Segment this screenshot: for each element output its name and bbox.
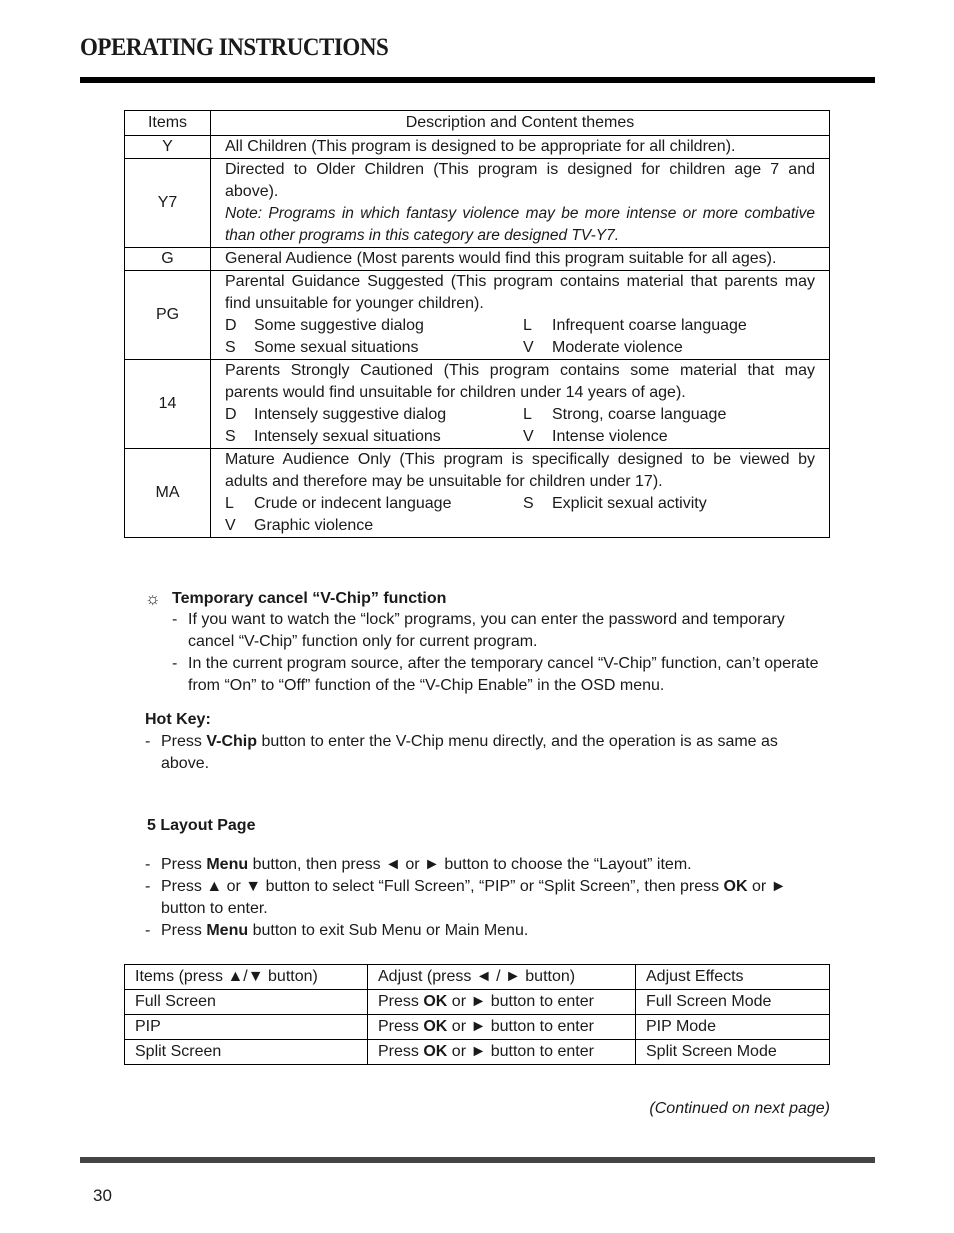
theme-code: L <box>523 317 532 334</box>
page-title: OPERATING INSTRUCTIONS <box>80 34 389 61</box>
content-theme <box>523 404 815 426</box>
text-fragment: button, then press ◄ or ► button to choose the “Layout” item. <box>248 856 692 873</box>
theme-label: Infrequent coarse language <box>552 317 747 334</box>
rating-description <box>211 271 830 360</box>
table-row <box>125 136 830 159</box>
theme-code: S <box>225 339 236 356</box>
theme-code: D <box>225 317 237 334</box>
layout-title: 5 Layout Page <box>147 817 256 834</box>
page-number: 30 <box>93 1186 112 1205</box>
text-fragment: or ► button to enter <box>447 993 594 1010</box>
rating-text: General Audience (Most parents would find this program suitable for all ages). <box>225 250 777 267</box>
content-themes <box>225 493 815 537</box>
column-header-description: Description and Content themes <box>211 111 830 136</box>
content-themes <box>225 315 815 359</box>
list-item-text <box>161 854 692 876</box>
content-theme <box>225 337 523 359</box>
column-header-adjust: Adjust (press ◄ / ► button) <box>368 965 636 990</box>
table-row <box>125 159 830 248</box>
layout-adjust <box>368 990 636 1015</box>
list-item: - In the current program source, after the temporary cancel “V-Chip” function, can’t operate from “On” to “Off” function of the “V-Chip Enable” in the OSD menu. <box>172 653 835 697</box>
theme-label: Intensely sexual situations <box>254 428 441 445</box>
rating-code: Y7 <box>125 159 211 248</box>
rating-code: G <box>125 248 211 271</box>
text-fragment: Press <box>161 856 207 873</box>
text-fragment: Press ▲ or ▼ button to select “Full Screen”, “PIP” or “Split Screen”, then press <box>161 878 724 895</box>
content-theme <box>225 493 523 515</box>
theme-code: L <box>523 406 532 423</box>
content-theme <box>225 404 523 426</box>
text-fragment: Press <box>378 1043 424 1060</box>
content-theme <box>225 515 523 537</box>
table-row <box>125 1040 830 1065</box>
list-item-text <box>161 876 835 920</box>
theme-label: Some sexual situations <box>254 339 419 356</box>
rating-text: Parental Guidance Suggested (This program contains material that parents may find unsuitable for younger children). <box>225 273 815 312</box>
list-item: - Press Menu button to exit Sub Menu or Main Menu. <box>145 920 835 942</box>
layout-effect: Full Screen Mode <box>636 990 830 1015</box>
layout-steps <box>145 854 835 942</box>
rating-description <box>211 360 830 449</box>
rating-text: Mature Audience Only (This program is specifically designed to be viewed by adults and therefore may be unsuitable for children under 17). <box>225 451 815 490</box>
text-fragment: Press <box>378 993 424 1010</box>
table-row <box>125 1015 830 1040</box>
list-item-text <box>161 920 528 942</box>
content-theme <box>523 337 815 359</box>
key-name: Menu <box>206 856 249 873</box>
rating-code: MA <box>125 449 211 538</box>
continued-note: (Continued on next page) <box>649 1100 830 1117</box>
layout-effect: Split Screen Mode <box>636 1040 830 1065</box>
theme-code: L <box>225 495 234 512</box>
rating-code: Y <box>125 136 211 159</box>
vchip-section <box>145 589 835 697</box>
content-theme <box>523 426 815 448</box>
theme-label: Crude or indecent language <box>254 495 452 512</box>
layout-adjust <box>368 1015 636 1040</box>
list-item-text <box>161 731 825 775</box>
key-name: V-Chip <box>206 733 258 750</box>
theme-label: Graphic violence <box>254 517 374 534</box>
text-fragment: or ► button to enter. <box>161 878 787 917</box>
footer-rule <box>80 1157 875 1163</box>
text-fragment: button to exit Sub Menu or Main Menu. <box>248 922 529 939</box>
rating-description <box>211 159 830 248</box>
column-header-effects: Adjust Effects <box>636 965 830 990</box>
hotkey-title: Hot Key: <box>145 711 211 728</box>
theme-label: Moderate violence <box>552 339 683 356</box>
text-fragment: or ► button to enter <box>447 1018 594 1035</box>
theme-label: Some suggestive dialog <box>254 317 424 334</box>
table-row <box>125 449 830 538</box>
theme-code: V <box>523 428 534 445</box>
list-item: - Press Menu button, then press ◄ or ► button to choose the “Layout” item. <box>145 854 835 876</box>
theme-code: S <box>225 428 236 445</box>
theme-code: V <box>225 517 236 534</box>
list-item-text: In the current program source, after the temporary cancel “V-Chip” function, can’t operate from “On” to “Off” function of the “V-Chip Enable” in the OSD menu. <box>188 655 819 694</box>
layout-adjust <box>368 1040 636 1065</box>
rating-text: Parents Strongly Cautioned (This program contains some material that may parents would find unsuitable for children under 14 years of age). <box>225 362 815 401</box>
key-name: OK <box>423 1043 448 1060</box>
layout-item: PIP <box>125 1015 368 1040</box>
key-name: OK <box>423 1018 448 1035</box>
rating-description <box>211 136 830 159</box>
list-item-text: If you want to watch the “lock” programs, you can enter the password and temporary cancel “V-Chip” function only for current program. <box>188 611 785 650</box>
theme-code: S <box>523 495 534 512</box>
rating-text: Directed to Older Children (This program is designed for children age 7 and above). <box>225 161 815 200</box>
theme-label: Intense violence <box>552 428 668 445</box>
layout-table <box>124 964 830 1065</box>
theme-code: D <box>225 406 237 423</box>
content-theme <box>523 315 815 337</box>
text-fragment: button to enter the V-Chip menu directly, and the operation is as same as above. <box>161 733 778 772</box>
table-header-row <box>125 111 830 136</box>
key-name: OK <box>423 993 448 1010</box>
hotkey-section <box>145 709 825 775</box>
vchip-title: Temporary cancel “V-Chip” function <box>172 590 447 607</box>
rating-description <box>211 449 830 538</box>
layout-effect: PIP Mode <box>636 1015 830 1040</box>
table-row <box>125 271 830 360</box>
content-theme <box>225 315 523 337</box>
list-item: - If you want to watch the “lock” programs, you can enter the password and temporary cancel “V-Chip” function only for current program. <box>172 609 835 653</box>
column-header-items: Items <box>125 111 211 136</box>
key-name: Menu <box>206 922 249 939</box>
theme-code: V <box>523 339 534 356</box>
content-theme <box>523 493 815 515</box>
content-themes <box>225 404 815 448</box>
table-row <box>125 360 830 449</box>
content-theme <box>225 426 523 448</box>
theme-label: Explicit sexual activity <box>552 495 707 512</box>
vchip-list <box>172 609 835 697</box>
layout-item: Full Screen <box>125 990 368 1015</box>
text-fragment: or ► button to enter <box>447 1043 594 1060</box>
text-fragment: Press <box>161 922 207 939</box>
ratings-table <box>124 110 830 538</box>
theme-label: Intensely suggestive dialog <box>254 406 447 423</box>
list-item: - Press ▲ or ▼ button to select “Full Screen”, “PIP” or “Split Screen”, then press OK or ► button to enter. <box>145 876 835 920</box>
column-header-items: Items (press ▲/▼ button) <box>125 965 368 990</box>
layout-section <box>145 815 835 942</box>
layout-item: Split Screen <box>125 1040 368 1065</box>
rating-description <box>211 248 830 271</box>
rating-code: 14 <box>125 360 211 449</box>
theme-label: Strong, coarse language <box>552 406 727 423</box>
text-fragment: Press <box>378 1018 424 1035</box>
text-fragment: Press <box>161 733 207 750</box>
rating-code: PG <box>125 271 211 360</box>
header-rule <box>80 77 875 83</box>
sun-icon: ☼ <box>145 589 161 608</box>
hotkey-list <box>145 731 825 775</box>
table-row <box>125 990 830 1015</box>
list-item: - Press V-Chip button to enter the V-Chip menu directly, and the operation is as same as above. <box>145 731 825 775</box>
table-header-row <box>125 965 830 990</box>
vchip-heading <box>145 589 835 609</box>
key-name: OK <box>723 878 748 895</box>
rating-text: All Children (This program is designed to be appropriate for all children). <box>225 138 736 155</box>
rating-note: Note: Programs in which fantasy violence may be more intense or more combative than other programs in this category are designed TV-Y7. <box>225 205 815 244</box>
table-row <box>125 248 830 271</box>
